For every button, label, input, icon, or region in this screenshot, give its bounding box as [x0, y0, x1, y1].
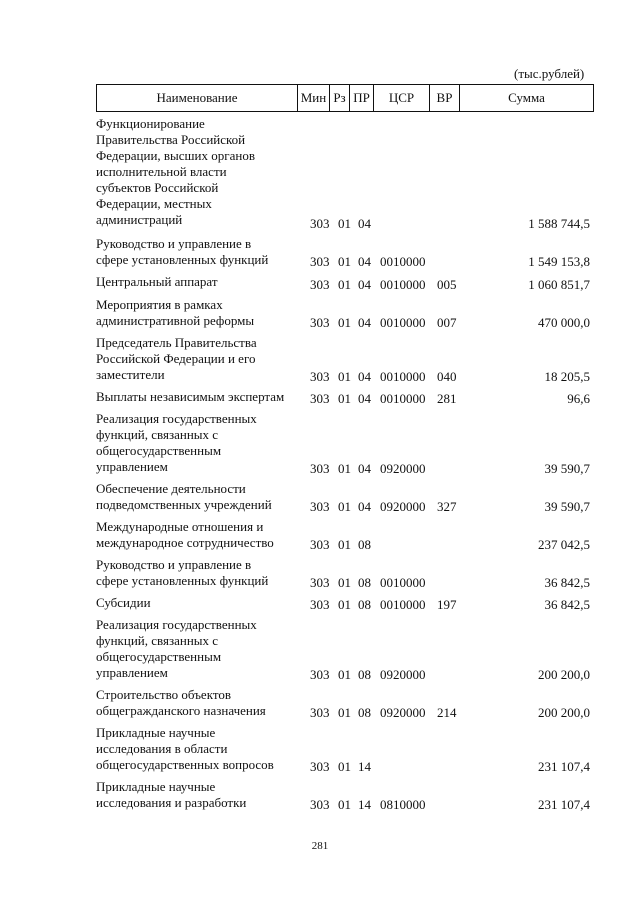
- row-pr: 04: [358, 391, 371, 406]
- row-csr: 0010000: [380, 254, 426, 269]
- row-pr: 04: [358, 315, 371, 330]
- table-body: [0, 112, 640, 813]
- row-min: 303: [310, 537, 330, 552]
- row-sum: 470 000,0: [538, 315, 590, 330]
- header-rz: Рз: [329, 85, 349, 111]
- row-vr: 007: [437, 315, 457, 330]
- row-name: Прикладные научные исследования в области общегосударственных вопросов: [96, 725, 274, 772]
- row-vr: 214: [437, 705, 457, 720]
- row-csr: 0810000: [380, 797, 426, 812]
- row-pr: 04: [358, 461, 371, 476]
- row-min: 303: [310, 759, 330, 774]
- row-sum: 237 042,5: [538, 537, 590, 552]
- row-rz: 01: [338, 667, 351, 682]
- table-header: [96, 84, 594, 112]
- row-rz: 01: [338, 369, 351, 384]
- row-rz: 01: [338, 499, 351, 514]
- row-name: Международные отношения и международное сотрудничество: [96, 519, 274, 550]
- row-sum: 36 842,5: [544, 597, 590, 612]
- row-pr: 08: [358, 575, 371, 590]
- table-row: [0, 112, 640, 232]
- table-row: [0, 721, 640, 775]
- table-row: [0, 553, 640, 591]
- row-sum: 96,6: [567, 391, 590, 406]
- row-sum: 200 200,0: [538, 705, 590, 720]
- row-csr: 0010000: [380, 575, 426, 590]
- row-name: Прикладные научные исследования и разработки: [96, 779, 247, 810]
- row-rz: 01: [338, 575, 351, 590]
- row-sum: 39 590,7: [544, 499, 590, 514]
- row-sum: 1 060 851,7: [528, 277, 590, 292]
- row-csr: 0010000: [380, 369, 426, 384]
- row-rz: 01: [338, 537, 351, 552]
- row-min: 303: [310, 391, 330, 406]
- row-pr: 14: [358, 759, 371, 774]
- row-csr: 0010000: [380, 597, 426, 612]
- row-min: 303: [310, 499, 330, 514]
- row-sum: 39 590,7: [544, 461, 590, 476]
- row-min: 303: [310, 369, 330, 384]
- row-csr: 0010000: [380, 315, 426, 330]
- header-name: Наименование: [156, 90, 238, 105]
- row-name: Обеспечение деятельности подведомственных учреждений: [96, 481, 272, 512]
- row-pr: 04: [358, 499, 371, 514]
- row-name: Строительство объектов общегражданского назначения: [96, 687, 266, 718]
- table-row: [0, 385, 640, 407]
- row-pr: 04: [358, 277, 371, 292]
- row-min: 303: [310, 575, 330, 590]
- row-vr: 281: [437, 391, 457, 406]
- row-sum: 18 205,5: [544, 369, 590, 384]
- row-min: 303: [310, 315, 330, 330]
- table-row: [0, 591, 640, 613]
- row-csr: 0920000: [380, 667, 426, 682]
- row-rz: 01: [338, 315, 351, 330]
- row-vr: 005: [437, 277, 457, 292]
- row-name: Центральный аппарат: [96, 274, 218, 289]
- table-row: [0, 331, 640, 385]
- row-min: 303: [310, 667, 330, 682]
- table-row: [0, 683, 640, 721]
- row-name: Функционирование Правительства Российской Федерации, высших органов исполнительной власти субъектов Российской Федерации, местных администраций: [96, 116, 255, 227]
- table-row: [0, 232, 640, 270]
- table-row: [0, 293, 640, 331]
- row-csr: 0920000: [380, 705, 426, 720]
- row-name: Председатель Правительства Российской Федерации и его заместители: [96, 335, 257, 382]
- table-row: [0, 613, 640, 683]
- row-name: Мероприятия в рамках административной реформы: [96, 297, 255, 328]
- row-rz: 01: [338, 797, 351, 812]
- row-csr: 0920000: [380, 461, 426, 476]
- row-sum: 1 549 153,8: [528, 254, 590, 269]
- row-sum: 231 107,4: [538, 797, 590, 812]
- row-csr: 0010000: [380, 277, 426, 292]
- header-pr: ПР: [349, 85, 373, 111]
- row-pr: 08: [358, 705, 371, 720]
- row-min: 303: [310, 705, 330, 720]
- row-rz: 01: [338, 597, 351, 612]
- row-rz: 01: [338, 391, 351, 406]
- page-number: 281: [311, 840, 329, 852]
- row-rz: 01: [338, 254, 351, 269]
- row-vr: 327: [437, 499, 457, 514]
- header-min: Мин: [297, 85, 329, 111]
- table-row: [0, 407, 640, 477]
- table-row: [0, 775, 640, 813]
- row-csr: 0920000: [380, 499, 426, 514]
- row-sum: 36 842,5: [544, 575, 590, 590]
- row-rz: 01: [338, 277, 351, 292]
- row-min: 303: [310, 797, 330, 812]
- header-vr: ВР: [429, 85, 459, 111]
- row-csr: 0010000: [380, 391, 426, 406]
- row-sum: 200 200,0: [538, 667, 590, 682]
- row-name: Руководство и управление в сфере установленных функций: [96, 236, 269, 267]
- row-rz: 01: [338, 759, 351, 774]
- row-pr: 08: [358, 597, 371, 612]
- row-vr: 197: [437, 597, 457, 612]
- row-min: 303: [310, 277, 330, 292]
- row-name: Руководство и управление в сфере установленных функций: [96, 557, 269, 588]
- table-row: [0, 477, 640, 515]
- table-row: [0, 515, 640, 553]
- table-row: [0, 270, 640, 293]
- row-pr: 14: [358, 797, 371, 812]
- row-name: Реализация государственных функций, связанных с общегосударственным управлением: [96, 411, 257, 474]
- row-sum: 1 588 744,5: [528, 216, 590, 231]
- row-pr: 04: [358, 216, 371, 231]
- header-csr: ЦСР: [373, 85, 429, 111]
- row-pr: 08: [358, 537, 371, 552]
- row-name: Реализация государственных функций, связанных с общегосударственным управлением: [96, 617, 257, 680]
- row-rz: 01: [338, 216, 351, 231]
- header-sum: Сумма: [459, 85, 593, 111]
- row-sum: 231 107,4: [538, 759, 590, 774]
- row-vr: 040: [437, 369, 457, 384]
- row-min: 303: [310, 461, 330, 476]
- row-rz: 01: [338, 705, 351, 720]
- units-label: (тыс.рублей): [514, 66, 585, 81]
- row-min: 303: [310, 216, 330, 231]
- row-min: 303: [310, 597, 330, 612]
- row-name: Субсидии: [96, 595, 151, 610]
- row-pr: 04: [358, 369, 371, 384]
- row-pr: 08: [358, 667, 371, 682]
- row-pr: 04: [358, 254, 371, 269]
- row-rz: 01: [338, 461, 351, 476]
- row-min: 303: [310, 254, 330, 269]
- row-name: Выплаты независимым экспертам: [96, 389, 285, 404]
